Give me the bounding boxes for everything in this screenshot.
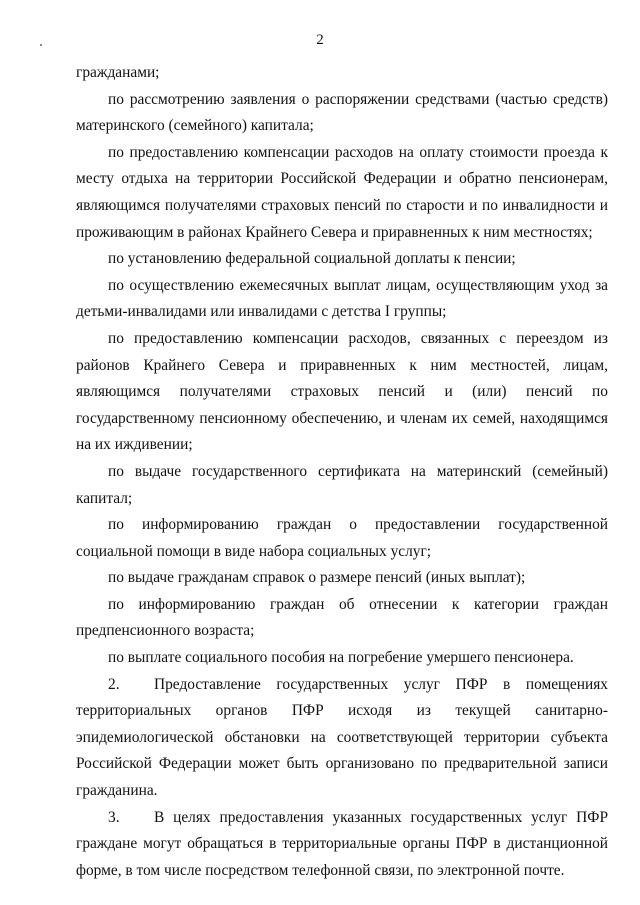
item-text: Предоставление государственных услуг ПФР в помещениях территориальных органов ПФР исходя из текущей санитарно-эпидемиологической обстановки на соответствующей территории субъекта Российской Федерации может быть организовано по предварительной записи гражданина. (76, 675, 608, 800)
page-number: 2 (316, 32, 324, 48)
paragraph-social-supplement: по установлению федеральной социальной доплаты к пенсии; (108, 250, 516, 268)
paragraph-pension-certificates: по выдаче гражданам справок о размере пенсий (иных выплат); (108, 569, 526, 587)
paragraph-certificate-issuance: по выдаче государственного сертификата на материнский (семейный) капитал; (76, 462, 608, 507)
paragraph-caregiver-payments: по осуществлению ежемесячных выплат лицам, осуществляющим уход за детьми-инвалидами или инвалидами с детства I группы; (76, 276, 608, 321)
paragraph-pre-pension-info: по информированию граждан об отнесении к категории граждан предпенсионного возраста; (76, 595, 608, 640)
document-body (76, 60, 608, 884)
paragraph-travel-compensation: по предоставлению компенсации расходов на оплату стоимости проезда к месту отдыха на территории Российской Федерации и обратно пенсионерам, являющимся получателями страховых пенсий по старости и по инвалидности и проживающим в районах Крайнего Севера и приравненных к ним местностях; (76, 143, 608, 241)
paragraph-relocation-compensation: по предоставлению компенсации расходов, связанных с переездом из районов Крайнего Севера и приравненных к ним местностей, лицам, являющимся получателями страховых пенсий и (или) пенсий по государственному пенсионному обеспечению, и членам их семей, находящимся на их иждивении; (76, 329, 608, 454)
item-number: 3. (108, 808, 120, 826)
paragraph-maternity-capital-disposal: по рассмотрению заявления о распоряжении средствами (частью средств) материнского (семейного) капитала; (76, 90, 608, 135)
numbered-item-2 (76, 672, 608, 805)
numbered-item-3 (76, 805, 608, 885)
item-text: В целях предоставления указанных государственных услуг ПФР граждане могут обращаться в территориальные органы ПФР в дистанционной форме, в том числе посредством телефонной связи, по электронной почте. (76, 808, 608, 879)
paragraph-social-services-info: по информированию граждан о предоставлении государственной социальной помощи в виде набора социальных услуг; (76, 516, 608, 560)
item-number: 2. (108, 675, 120, 693)
paragraph-continuation: гражданами; (76, 64, 160, 81)
paragraph-funeral-allowance: по выплате социального пособия на погребение умершего пенсионера. (108, 649, 574, 667)
